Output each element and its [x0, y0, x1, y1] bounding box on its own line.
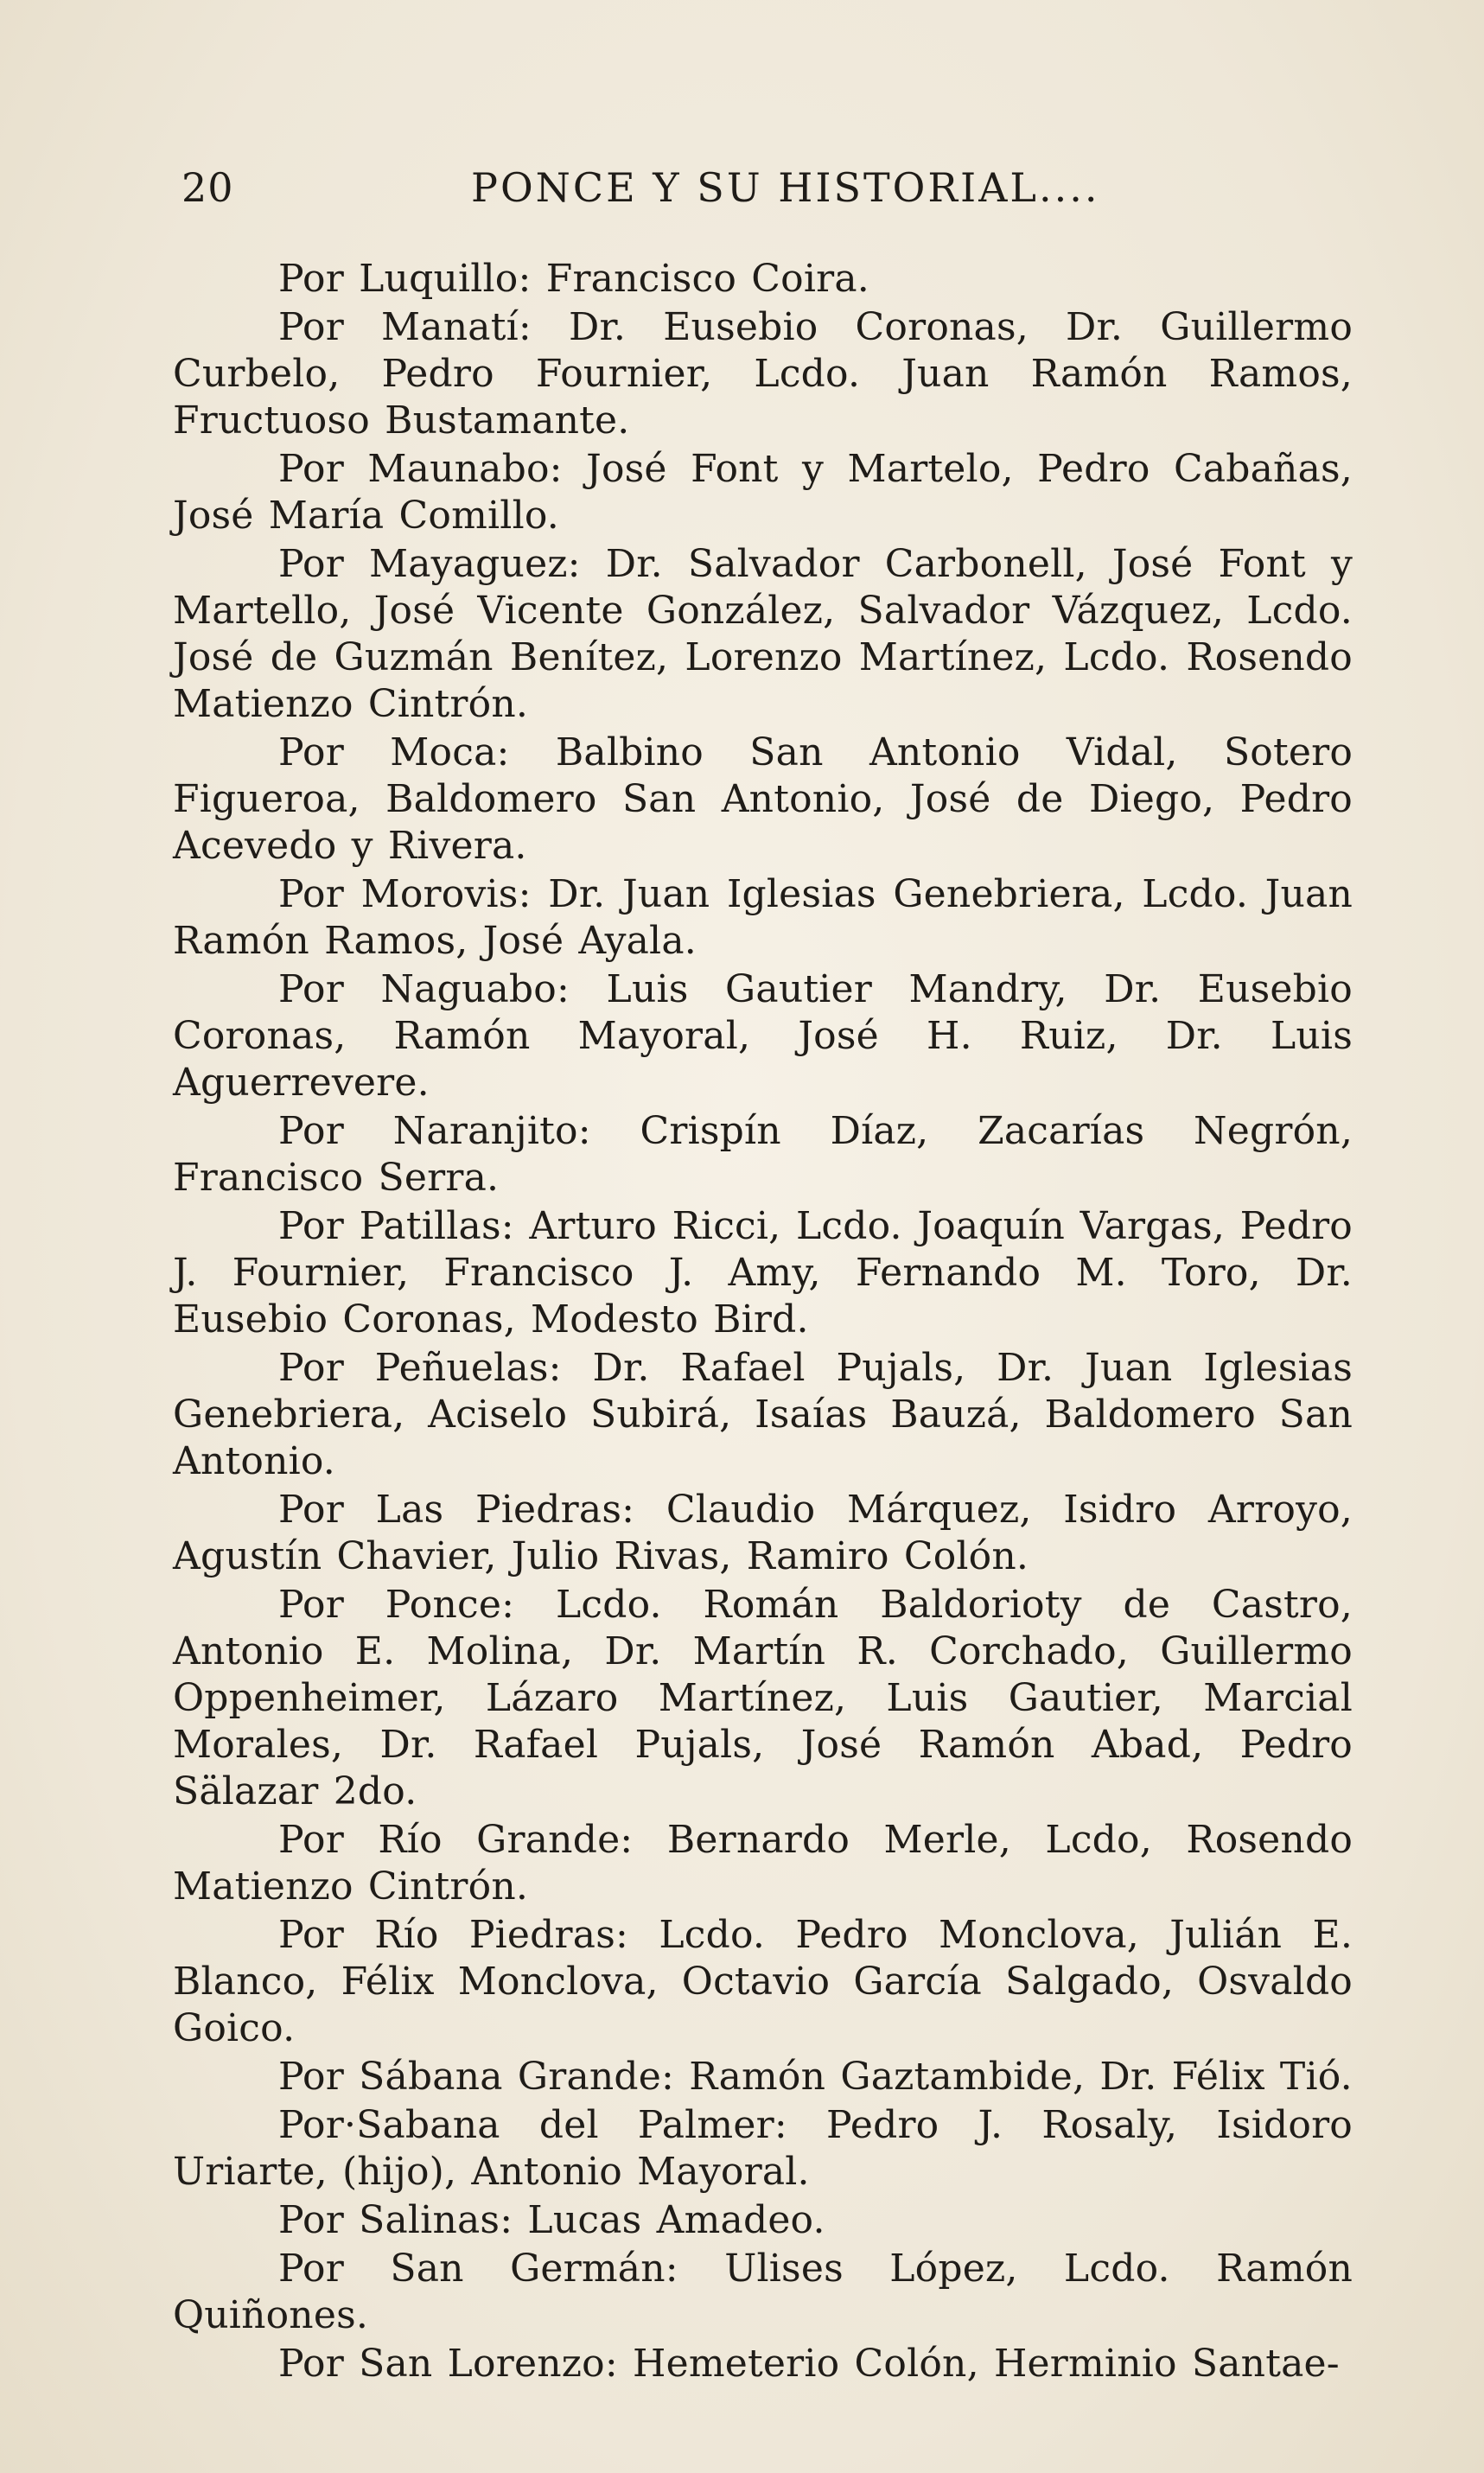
entry-salinas [173, 2197, 1353, 2244]
entry-names: Dr. Eusebio Coronas, Dr. Guillermo Curbelo, Pedro Fournier, Lcdo. Juan Ramón Ramos, Fructuoso Bustamante. [173, 305, 1353, 443]
entry-san-lorenzo [173, 2341, 1353, 2387]
entry-names: Balbino San Antonio Vidal, Sotero Figueroa, Baldomero San Antonio, José de Diego, Pedro Acevedo y Rivera. [173, 730, 1353, 868]
entry-rio-piedras [173, 1912, 1353, 2052]
entry-names: Dr. Rafael Pujals, Dr. Juan Iglesias Genebriera, Aciselo Subirá, Isaías Bauzá, Baldomero San Antonio. [173, 1346, 1353, 1483]
entry-town: Por Ponce: [278, 1583, 515, 1627]
entry-sabana-grande [173, 2054, 1353, 2100]
entry-moca [173, 730, 1353, 870]
entry-mayaguez [173, 541, 1353, 728]
entry-penuelas [173, 1345, 1353, 1485]
entry-names: Lucas Amadeo. [527, 2198, 825, 2242]
page-number: 20 [182, 164, 234, 211]
entry-naguabo [173, 966, 1353, 1106]
entry-town: Por Morovis: [278, 872, 532, 916]
page-body [173, 256, 1353, 2389]
entry-names: Arturo Ricci, Lcdo. Joaquín Vargas, Pedro J. Fournier, Francisco J. Amy, Fernando M. Toro, Dr. Eusebio Coronas, Modesto Bird. [173, 1204, 1353, 1342]
entry-names: Dr. Juan Iglesias Genebriera, Lcdo. Juan Ramón Ramos, José Ayala. [173, 872, 1353, 963]
page-header [182, 164, 1305, 225]
entry-town: Por Salinas: [278, 2198, 513, 2242]
entry-sabana-del-palmer [173, 2102, 1353, 2196]
entry-morovis [173, 871, 1353, 965]
entry-town: Por Mayaguez: [278, 542, 581, 586]
entry-ponce [173, 1582, 1353, 1815]
entry-names: Francisco Coira. [545, 257, 869, 301]
entry-names: Lcdo. Román Baldorioty de Castro, Antonio E. Molina, Dr. Martín R. Corchado, Guillermo Oppenheimer, Lázaro Martínez, Luis Gautier, Marcial Morales, Dr. Rafael Pujals, José Ramón Abad, Pedro Sälazar 2do. [173, 1583, 1353, 1813]
entry-town: Por Sábana Grande: [278, 2055, 675, 2099]
entry-town: Por Naguabo: [278, 967, 570, 1011]
entry-names: Claudio Márquez, Isidro Arroyo, Agustín Chavier, Julio Rivas, Ramiro Colón. [173, 1488, 1353, 1578]
entry-town: Por Naranjito: [278, 1109, 591, 1153]
entry-maunabo [173, 446, 1353, 539]
entry-names: Dr. Salvador Carbonell, José Font y Martello, José Vicente González, Salvador Vázquez, Lcdo. José de Guzmán Benítez, Lorenzo Martínez, Lcdo. Rosendo Matienzo Cintrón. [173, 542, 1353, 726]
entry-town: Por Maunabo: [278, 447, 563, 491]
entry-patillas [173, 1203, 1353, 1343]
entry-town: Por Río Piedras: [278, 1913, 629, 1957]
entry-naranjito [173, 1108, 1353, 1201]
entry-town: Por Río Grande: [278, 1818, 634, 1862]
entry-town: Por Luquillo: [278, 257, 532, 301]
entry-rio-grande [173, 1817, 1353, 1910]
entry-names: Bernardo Merle, Lcdo, Rosendo Matienzo Cintrón. [173, 1818, 1353, 1909]
entry-names: Hemeterio Colón, Herminio Santae- [633, 2342, 1340, 2386]
entry-names: Luis Gautier Mandry, Dr. Eusebio Coronas, Ramón Mayoral, José H. Ruiz, Dr. Luis Aguerrevere. [173, 967, 1353, 1105]
entry-town: Por Manatí: [278, 305, 532, 349]
entry-names: Lcdo. Pedro Monclova, Julián E. Blanco, Félix Monclova, Octavio García Salgado, Osvaldo Goico. [173, 1913, 1353, 2050]
entry-town: Por Moca: [278, 730, 510, 774]
entry-names: José Font y Martelo, Pedro Cabañas, José María Comillo. [173, 447, 1353, 538]
entry-town: Por Las Piedras: [278, 1488, 635, 1532]
entry-town: Por Peñuelas: [278, 1346, 562, 1390]
entry-manati [173, 304, 1353, 444]
entry-names: Ramón Gaztambide, Dr. Félix Tió. [689, 2055, 1353, 2099]
entry-names: Pedro J. Rosaly, Isidoro Uriarte, (hijo), Antonio Mayoral. [173, 2103, 1353, 2194]
entry-las-piedras [173, 1487, 1353, 1580]
entry-town: Por·Sabana del Palmer: [278, 2103, 787, 2147]
entry-san-german [173, 2246, 1353, 2339]
entry-town: Por Patillas: [278, 1204, 514, 1248]
entry-town: Por San Germán: [278, 2247, 678, 2291]
entry-luquillo [173, 256, 1353, 303]
entry-town: Por San Lorenzo: [278, 2342, 618, 2386]
entry-names: Ulises López, Lcdo. Ramón Quiñones. [173, 2247, 1353, 2337]
entry-names: Crispín Díaz, Zacarías Negrón, Francisco Serra. [173, 1109, 1353, 1200]
running-title: PONCE Y SU HISTORIAL.... [471, 164, 1100, 211]
